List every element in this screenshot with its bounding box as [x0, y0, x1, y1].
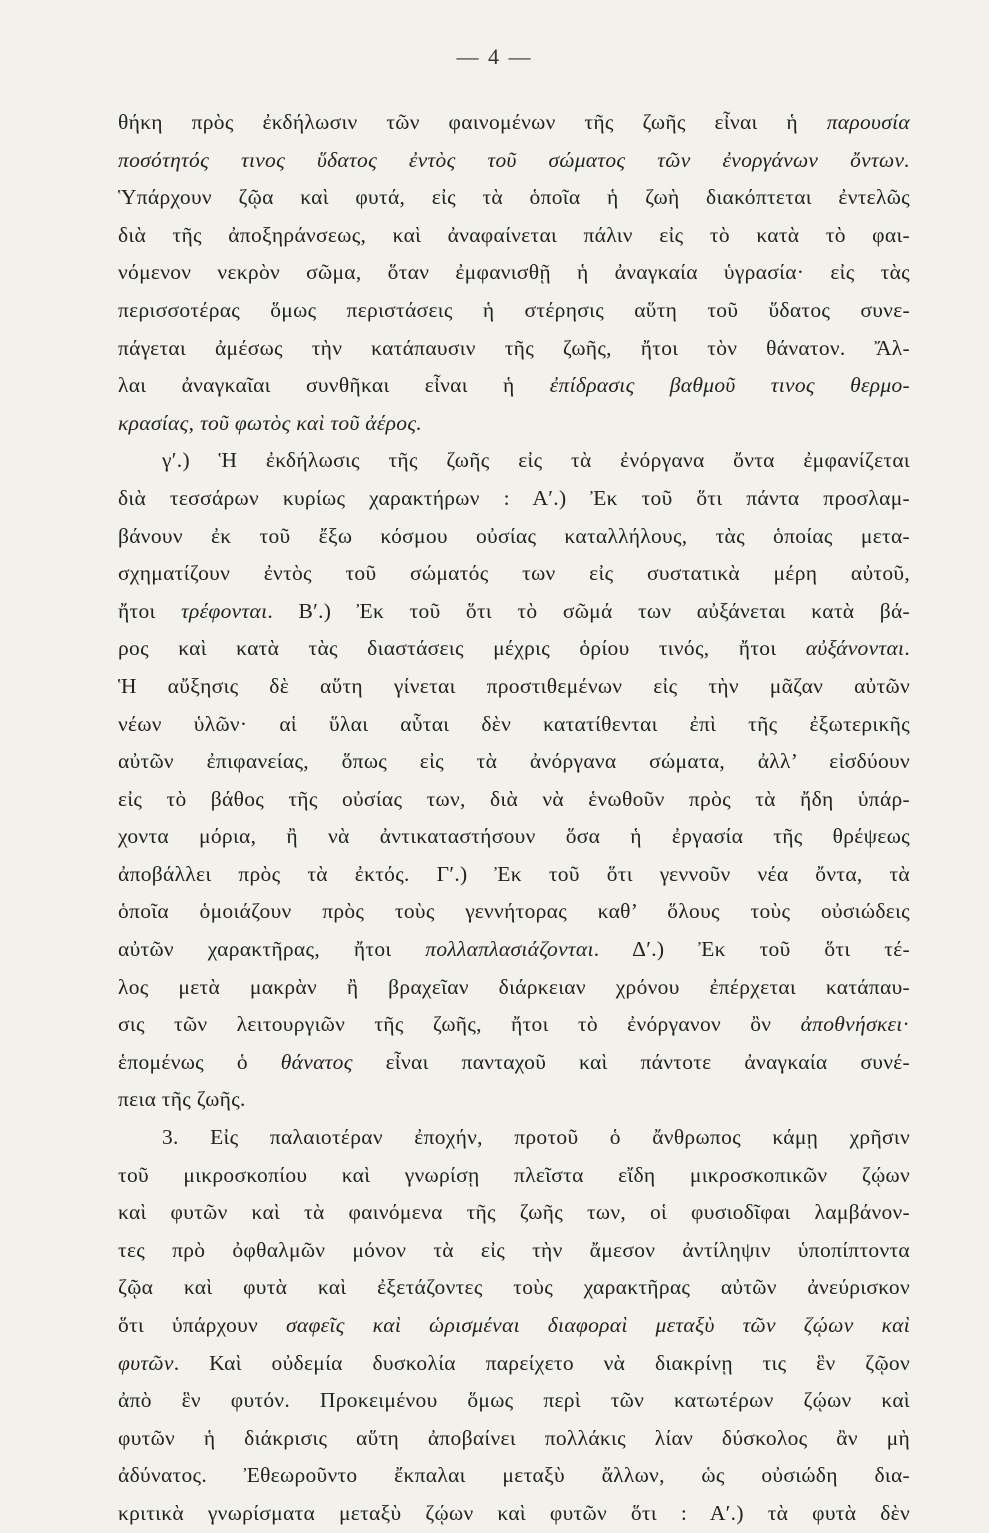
text-line	[118, 668, 910, 706]
text-run: θήκη πρὸς ἐκδήλωσιν τῶν φαινομένων τῆς ζωῆς εἶναι ἡ	[118, 110, 827, 134]
text-body	[118, 104, 910, 1533]
text-run: αὐτῶν χαρακτῆρας, ἤτοι	[118, 937, 426, 962]
text-run: 3. Εἰς παλαιοτέραν ἐποχήν, προτοῦ ὁ ἄνθρωπος κάμῃ χρῆσιν	[162, 1125, 910, 1150]
text-run: διὰ τῆς ἀποξηράνσεως, καὶ ἀναφαίνεται πάλιν εἰς τὸ κατὰ τὸ φαι-	[118, 222, 910, 247]
text-run: φυτῶν ἡ διάκρισις αὕτη ἀποβαίνει πολλάκις λίαν δύσκολος ἂν μὴ	[118, 1425, 910, 1450]
italic-text: τρέφονται	[181, 598, 268, 623]
text-run: γ′.) Ἡ ἐκδήλωσις τῆς ζωῆς εἰς τὰ ἐνόργανα ὄντα ἐμφανίζεται	[162, 448, 910, 473]
text-run: πάγεται ἀμέσως τὴν κατάπαυσιν τῆς ζωῆς, ἤτοι τὸν θάνατον. Ἄλ-	[118, 335, 910, 360]
text-run: πεια τῆς ζωῆς.	[118, 1087, 246, 1112]
text-line	[118, 1194, 910, 1232]
text-run: ἀδύνατος. Ἐθεωροῦντο ἔκπαλαι μεταξὺ ἄλλων, ὡς οὐσιώδη δια-	[118, 1463, 910, 1488]
text-line	[118, 1269, 910, 1307]
text-line	[118, 706, 910, 744]
italic-text: ποσότητός τινος ὕδατος ἐντὸς τοῦ σώματος τῶν ἐνοργάνων ὄντων.	[118, 147, 910, 172]
text-line	[118, 330, 910, 368]
italic-text: κρασίας, τοῦ φωτὸς καὶ τοῦ ἀέρος.	[118, 410, 423, 435]
text-run: ὅτι ὑπάρχουν	[118, 1313, 286, 1337]
text-line	[118, 1044, 910, 1082]
text-line	[118, 217, 910, 255]
text-run: . Δ′.) Ἐκ τοῦ ὅτι τέ-	[593, 937, 910, 962]
italic-text: σαφεῖς καὶ ὡρισμέναι διαφοραὶ μεταξὺ τῶν ζῴων καὶ	[285, 1313, 910, 1337]
text-line	[118, 555, 910, 593]
text-line	[118, 1081, 910, 1119]
text-line	[118, 743, 910, 781]
text-line	[118, 292, 910, 330]
text-run: κριτικὰ γνωρίσματα μεταξὺ ζῴων καὶ φυτῶν ὅτι : Α′.) τὰ φυτὰ δὲν	[118, 1500, 910, 1525]
text-run: ἤτοι	[118, 598, 182, 623]
text-line	[118, 179, 910, 217]
text-line	[118, 969, 910, 1007]
text-run: καὶ φυτῶν καὶ τὰ φαινόμενα τῆς ζωῆς των, οἱ φυσιοδῖφαι λαμβάνον-	[118, 1200, 910, 1225]
text-line	[118, 1382, 910, 1420]
text-line	[118, 893, 910, 931]
text-run: Ἡ αὔξησις δὲ αὕτη γίνεται προστιθεμένων εἰς τὴν μᾶζαν αὐτῶν	[118, 673, 910, 698]
text-line	[118, 1307, 910, 1345]
text-run: λαι ἀναγκαῖαι συνθῆκαι εἶναι ἡ	[118, 373, 550, 398]
text-run: ζῷα καὶ φυτὰ καὶ ἐξετάζοντες τοὺς χαρακτῆρας αὐτῶν ἀνεύρισκον	[118, 1275, 910, 1300]
text-run: λος μετὰ μακρὰν ἢ βραχεῖαν διάρκειαν χρόνου ἐπέρχεται κατάπαυ-	[118, 974, 910, 999]
text-run: περισσοτέρας ὅμως περιστάσεις ἡ στέρησις αὕτη τοῦ ὕδατος συνε-	[118, 297, 910, 322]
italic-text: παρουσία	[826, 110, 910, 134]
text-line	[118, 630, 910, 668]
text-line	[118, 1006, 910, 1044]
text-run: Ὑπάρχουν ζῷα καὶ φυτά, εἰς τὰ ὁποῖα ἡ ζωὴ διακόπτεται ἐντελῶς	[118, 185, 910, 210]
text-line	[118, 1157, 910, 1195]
text-run: ἑπομένως ὁ	[118, 1049, 281, 1074]
text-run: .	[904, 636, 910, 661]
text-run: σις τῶν λειτουργιῶν τῆς ζωῆς, ἤτοι τὸ ἐνόργανον ὂν	[118, 1012, 801, 1037]
text-line	[118, 254, 910, 292]
italic-text: φυτῶν	[118, 1350, 174, 1375]
text-run: ἀπὸ ἓν φυτόν. Προκειμένου ὅμως περὶ τῶν κατωτέρων ζῴων καὶ	[118, 1388, 910, 1413]
text-run: νέων ὑλῶν· αἱ ὕλαι αὗται δὲν κατατίθενται ἐπὶ τῆς ἐξωτερικῆς	[118, 711, 910, 736]
text-run: ρος καὶ κατὰ τὰς διαστάσεις μέχρις ὁρίου τινός, ἤτοι	[118, 636, 806, 661]
text-run: ·	[902, 1012, 910, 1037]
text-line	[118, 818, 910, 856]
text-line	[118, 142, 910, 180]
text-run: ὁποῖα ὁμοιάζουν πρὸς τοὺς γεννήτορας καθ’ ὅλους τοὺς οὐσιώδεις	[118, 899, 910, 924]
text-line	[118, 781, 910, 819]
text-run: νόμενον νεκρὸν σῶμα, ὅταν ἐμφανισθῇ ἡ ἀναγκαία ὑγρασία· εἰς τὰς	[118, 260, 910, 285]
text-line	[118, 1232, 910, 1270]
text-line	[118, 856, 910, 894]
italic-text: θάνατος	[280, 1049, 353, 1074]
italic-text: ἀποθνήσκει	[800, 1012, 903, 1037]
text-run: σχηματίζουν ἐντὸς τοῦ σώματός των εἰς συστατικὰ μέρη αὐτοῦ,	[118, 561, 910, 586]
italic-text: αὐξάνονται	[805, 636, 905, 661]
text-run: διὰ τεσσάρων κυρίως χαρακτήρων : Α′.) Ἐκ τοῦ ὅτι πάντα προσλαμ-	[118, 485, 910, 510]
text-line	[118, 1457, 910, 1495]
text-run: . Καὶ οὐδεμία δυσκολία παρείχετο νὰ διακρίνῃ τις ἓν ζῷον	[173, 1350, 910, 1375]
text-run: εἰς τὸ βάθος τῆς οὐσίας των, διὰ νὰ ἑνωθοῦν πρὸς τὰ ἤδη ὑπάρ-	[118, 786, 910, 811]
text-run: βάνουν ἐκ τοῦ ἔξω κόσμου οὐσίας καταλλήλους, τὰς ὁποίας μετα-	[118, 523, 910, 548]
text-line	[118, 405, 910, 443]
text-line	[118, 518, 910, 556]
text-line	[118, 1119, 910, 1157]
page-number: — 4 —	[456, 44, 533, 69]
text-run: τες πρὸ ὀφθαλμῶν μόνον τὰ εἰς τὴν ἄμεσον ἀντίληψιν ὑποπίπτοντα	[118, 1237, 910, 1262]
text-line	[118, 367, 910, 405]
text-line	[118, 1345, 910, 1383]
text-line	[118, 442, 910, 480]
text-run: χοντα μόρια, ἢ νὰ ἀντικαταστήσουν ὅσα ἡ ἐργασία τῆς θρέψεως	[118, 824, 910, 849]
text-line	[118, 593, 910, 631]
text-line	[118, 104, 910, 142]
text-line	[118, 1495, 910, 1533]
text-run: ἀποβάλλει πρὸς τὰ ἐκτός. Γ′.) Ἐκ τοῦ ὅτι γεννοῦν νέα ὄντα, τὰ	[118, 861, 910, 886]
text-run: αὐτῶν ἐπιφανείας, ὅπως εἰς τὰ ἀνόργανα σώματα, ἀλλ’ εἰσδύουν	[118, 749, 910, 774]
text-line	[118, 480, 910, 518]
text-run: . Β′.) Ἐκ τοῦ ὅτι τὸ σῶμά των αὐξάνεται κατὰ βά-	[267, 598, 911, 623]
text-run: τοῦ μικροσκοπίου καὶ γνωρίσῃ πλεῖστα εἴδη μικροσκοπικῶν ζῴων	[118, 1162, 910, 1187]
italic-text: ἐπίδρασις βαθμοῦ τινος θερμο-	[549, 373, 910, 398]
italic-text: πολλαπλασιάζονται	[425, 937, 594, 962]
text-line	[118, 1420, 910, 1458]
text-run: εἶναι πανταχοῦ καὶ πάντοτε ἀναγκαία συνέ-	[352, 1049, 911, 1074]
text-line	[118, 931, 910, 969]
